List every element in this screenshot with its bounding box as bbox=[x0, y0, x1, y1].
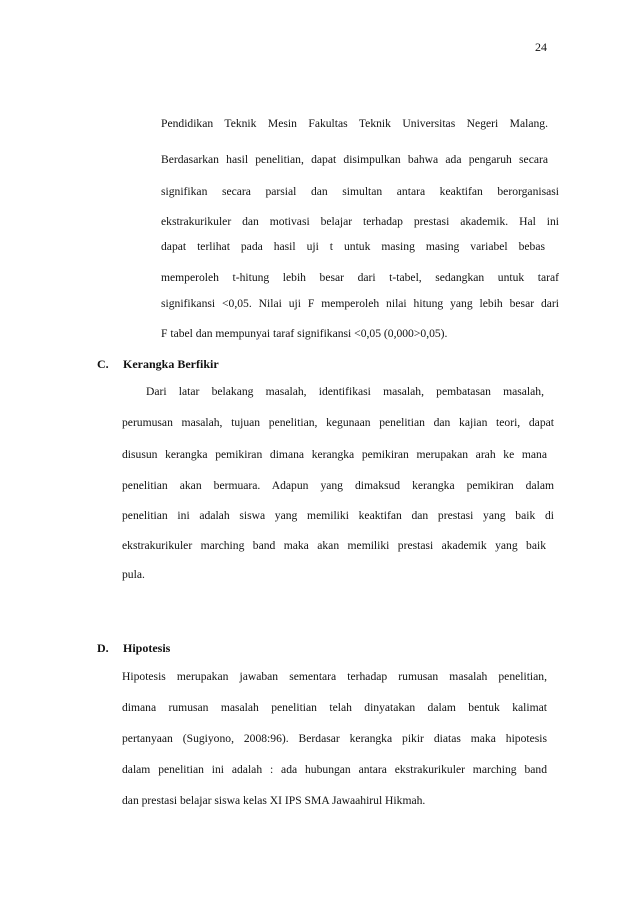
intro-line: Pendidikan Teknik Mesin Fakultas Teknik Universitas Negeri Malang. bbox=[161, 117, 548, 130]
page-number: 24 bbox=[535, 40, 547, 54]
section-c-line: penelitian akan bermuara. Adapun yang dimaksud kerangka pemikiran dalam bbox=[122, 479, 554, 492]
section-d-line: pertanyaan (Sugiyono, 2008:96). Berdasar kerangka pikir diatas maka hipotesis bbox=[122, 732, 547, 745]
section-c-line: perumusan masalah, tujuan penelitian, kegunaan penelitian dan kajian teori, dapat bbox=[122, 416, 554, 429]
intro-line: dapat terlihat pada hasil uji t untuk masing masing variabel bebas bbox=[161, 240, 545, 253]
section-c-letter: C. bbox=[97, 357, 109, 371]
intro-line: ekstrakurikuler dan motivasi belajar terhadap prestasi akademik. Hal ini bbox=[161, 215, 559, 228]
section-c-line: ekstrakurikuler marching band maka akan memiliki prestasi akademik yang baik bbox=[122, 539, 546, 552]
section-c-line: pula. bbox=[122, 568, 145, 581]
intro-line: memperoleh t-hitung lebih besar dari t-tabel, sedangkan untuk taraf bbox=[161, 271, 559, 284]
section-d-title: Hipotesis bbox=[123, 641, 171, 655]
section-d-line: dimana rumusan masalah penelitian telah dinyatakan dalam bentuk kalimat bbox=[122, 701, 547, 714]
intro-line: signifikan secara parsial dan simultan antara keaktifan berorganisasi bbox=[161, 185, 559, 198]
section-c-line: Dari latar belakang masalah, identifikasi masalah, pembatasan masalah, bbox=[146, 385, 544, 398]
section-c-heading bbox=[97, 357, 219, 371]
intro-line: signifikansi <0,05. Nilai uji F memperoleh nilai hitung yang lebih besar dari bbox=[161, 297, 559, 310]
section-d-line: Hipotesis merupakan jawaban sementara terhadap rumusan masalah penelitian, bbox=[122, 670, 547, 683]
section-c-line: penelitian ini adalah siswa yang memiliki keaktifan dan prestasi yang baik di bbox=[122, 509, 554, 522]
section-c-line: disusun kerangka pemikiran dimana kerangka pemikiran merupakan arah ke mana bbox=[122, 448, 547, 461]
intro-line: Berdasarkan hasil penelitian, dapat disimpulkan bahwa ada pengaruh secara bbox=[161, 153, 548, 166]
section-d-letter: D. bbox=[97, 641, 109, 655]
section-c-title: Kerangka Berfikir bbox=[123, 357, 219, 371]
intro-line: F tabel dan mempunyai taraf signifikansi <0,05 (0,000>0,05). bbox=[161, 327, 448, 340]
section-d-heading bbox=[97, 641, 170, 655]
section-d-line: dan prestasi belajar siswa kelas XI IPS SMA Jawaahirul Hikmah. bbox=[122, 794, 426, 807]
section-d-line: dalam penelitian ini adalah : ada hubungan antara ekstrakurikuler marching band bbox=[122, 763, 547, 776]
